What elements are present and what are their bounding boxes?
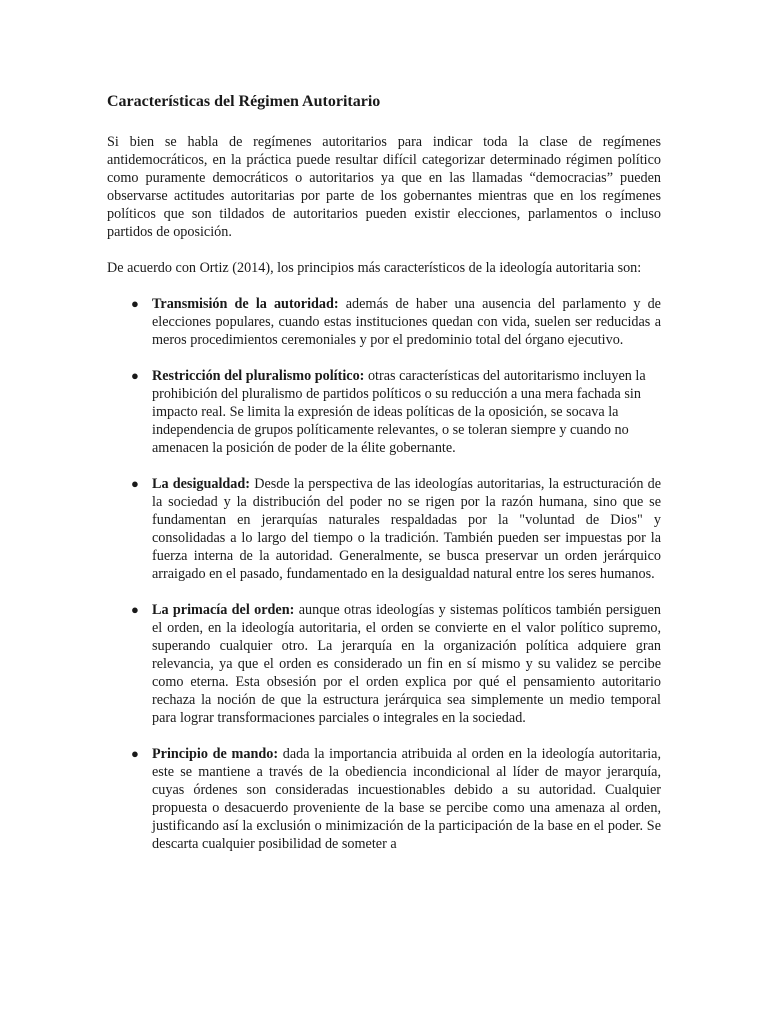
principles-list <box>107 295 661 853</box>
principle-text: Desde la perspectiva de las ideologías autoritarias, la estructuración de la sociedad y la distribución del poder no se rigen por la razón humana, sino que se fundamentan en jerarquías naturales respaldadas por la "voluntad de Dios" y consolidadas a lo largo del tiempo o la tradición. También pueden ser impuestas por la fuerza interna de la autoridad. Generalmente, se busca preservar un orden jerárquico arraigado en el pasado, fundamentado en la desigualdad natural entre los seres humanos. <box>152 476 661 582</box>
principle-term: La desigualdad: <box>152 476 251 492</box>
principle-term: Restricción del pluralismo político: <box>152 368 365 384</box>
list-item <box>107 601 661 727</box>
principle-text: además de haber una ausencia del parlamento y de elecciones populares, cuando estas instituciones quedan con vida, suelen ser reducidas a meros procedimientos ceremoniales y por el predominio total del órgano ejecutivo. <box>152 296 661 348</box>
bullet-icon: ● <box>131 476 139 491</box>
bullet-icon: ● <box>131 368 139 383</box>
principle-term: La primacía del orden: <box>152 602 295 618</box>
list-item <box>107 367 661 457</box>
bullet-icon: ● <box>131 746 139 761</box>
principle-text: otras características del autoritarismo incluyen la prohibición del pluralismo de partidos políticos o su reducción a una mera fachada sin impacto real. Se limita la expresión de ideas políticas de la oposición, se socava la independencia de grupos políticamente relevantes, o se toleran siempre y cuando no amenacen la posición de poder de la élite gobernante. <box>152 368 646 456</box>
principle-text: dada la importancia atribuida al orden en la ideología autoritaria, este se mantiene a través de la obediencia incondicional al líder de mayor jerarquía, cuyas órdenes son consideradas incuestionables debido a su autoridad. Cualquier propuesta o desacuerdo proveniente de la base se percibe como una amenaza al orden, justificando así la exclusión o minimización de la participación de la base en el poder. Se descarta cualquier posibilidad de someter a <box>152 746 661 852</box>
bullet-icon: ● <box>131 296 139 311</box>
list-item <box>107 745 661 853</box>
bullet-icon: ● <box>131 602 139 617</box>
principle-term: Principio de mando: <box>152 746 279 762</box>
list-item <box>107 295 661 349</box>
principle-term: Transmisión de la autoridad: <box>152 296 339 312</box>
principle-text: aunque otras ideologías y sistemas políticos también persiguen el orden, en la ideología autoritaria, el orden se convierte en el valor político supremo, superando cualquier otro. La jerarquía en la organización política adquiere gran relevancia, ya que el orden es considerado un fin en sí mismo y su validez se percibe como eterna. Esta obsesión por el orden explica por qué el pensamiento autoritario rechaza la noción de que la estructura jerárquica sea simplemente un medio temporal para lograr transformaciones parciales o integrales en la sociedad. <box>152 602 661 726</box>
document-title: Características del Régimen Autoritario <box>107 93 381 110</box>
intro-paragraph: Si bien se habla de regímenes autoritarios para indicar toda la clase de regímenes antidemocráticos, en la práctica puede resultar difícil categorizar determinado régimen político como puramente democráticos o autoritarios ya que en las llamadas “democracias” pueden observarse actitudes autoritarias por parte de los gobernantes mientras que en los regímenes políticos que son tildados de autoritarios pueden existir elecciones, parlamentos o incluso partidos de oposición. <box>107 134 661 240</box>
list-item <box>107 475 661 583</box>
lead-paragraph: De acuerdo con Ortiz (2014), los principios más característicos de la ideología autoritaria son: <box>107 260 642 276</box>
document-page <box>107 93 661 871</box>
